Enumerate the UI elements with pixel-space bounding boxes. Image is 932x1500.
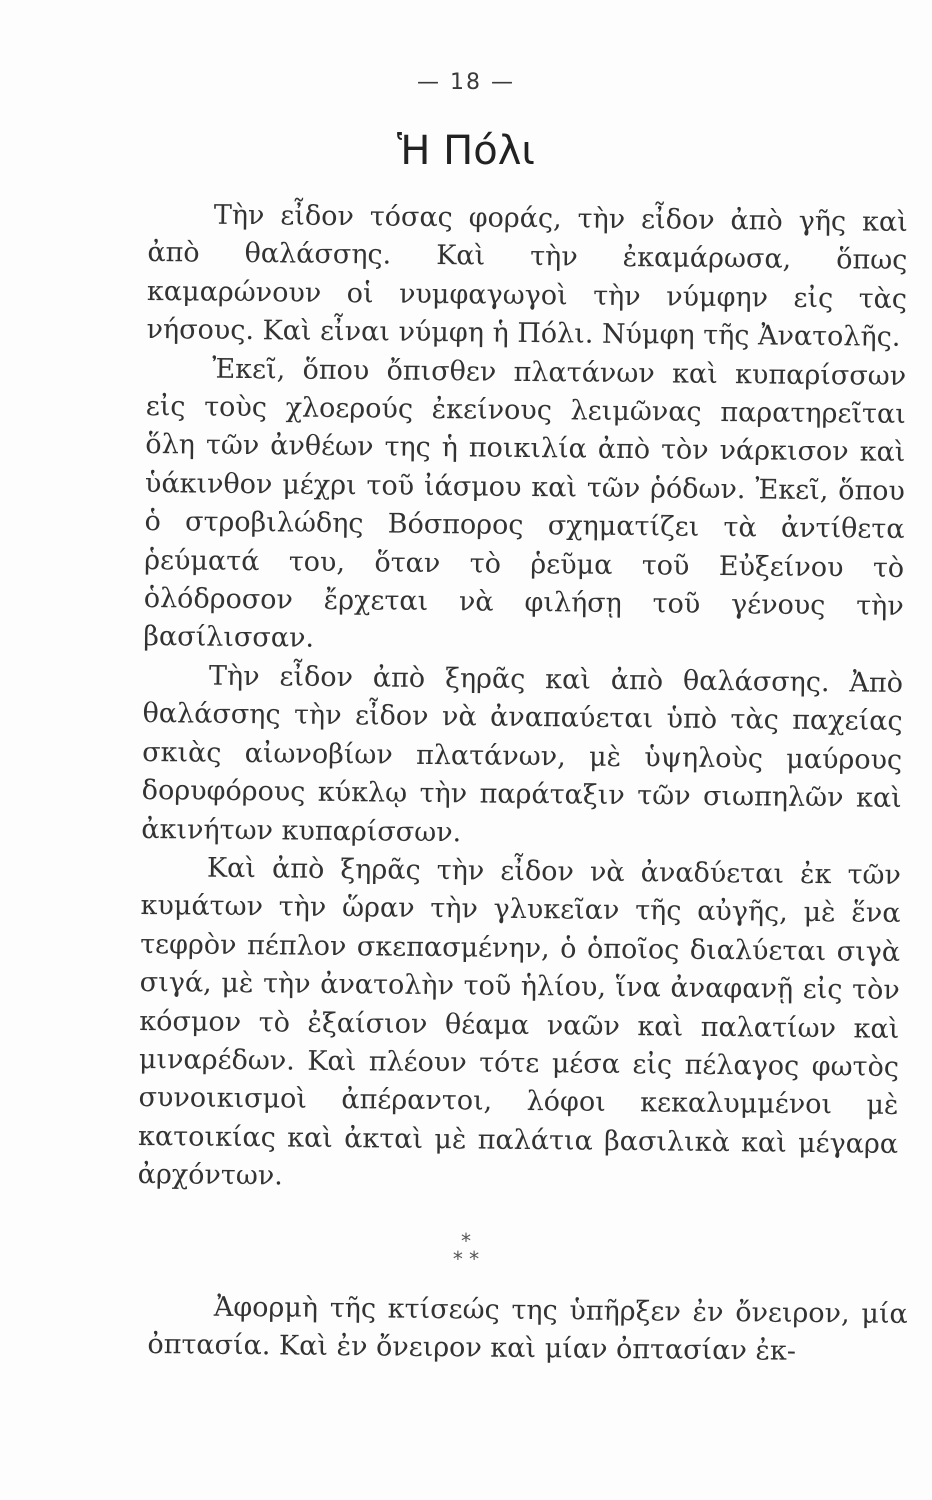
page-number: — 18 — (417, 70, 515, 95)
paragraph: Ἐκεῖ, ὅπου ὄπισθεν πλατάνων καὶ κυπαρίσσων εἰς τοὺς χλοερούς ἐκείνους λειμῶνας παρατηρεῖται ὅλη τῶν ἀνθέων της ἡ ποικιλία ἀπὸ τὸν νάρκισον καὶ ὑάκινθον μέχρι τοῦ ἰάσμου καὶ τῶν ῥόδων. Ἐκεῖ, ὅπου ὁ στροβιλώδης Βόσπορος σχηματίζει τὰ ἀντίθετα ῥεύματά του, ὅταν τὸ ῥεῦμα τοῦ Εὐξείνου τὸ ὁλόδροσον ἔρχεται νὰ φιλήσῃ τοῦ γένους τὴν βασίλισσαν. (143, 353, 907, 655)
chapter-title: Ἡ Πόλι (397, 128, 535, 174)
paragraph: Τὴν εἶδον ἀπὸ ξηρᾶς καὶ ἀπὸ θαλάσσης. Ἀπὸ θαλάσσης τὴν εἶδον νὰ ἀναπαύεται ὑπὸ τὰς παχείας σκιὰς αἰωνοβίων πλατάνων, μὲ ὑψηλοὺς μαύρους δορυφόρους κύκλῳ τὴν παράταξιν τῶν σιωπηλῶν καὶ ἀκινήτων κυπαρίσσων. (141, 660, 904, 848)
paragraph: Ἀφορμὴ τῆς κτίσεώς της ὑπῆρξεν ἐν ὄνειρον, μία ὀπτασία. Καὶ ἐν ὄνειρον καὶ μίαν ὀπτασίαν ἐκ- (147, 1291, 908, 1368)
section-separator (0, 1229, 932, 1271)
main-text (138, 196, 908, 1202)
separator-asterisk-bottom: * * (452, 1247, 480, 1271)
closing-text (147, 1288, 908, 1373)
paragraph: Καὶ ἀπὸ ξηρᾶς τὴν εἶδον νὰ ἀναδύεται ἐκ τῶν κυμάτων τὴν ὥραν τὴν γλυκεῖαν τῆς αὐγῆς, μὲ ἕνα τεφρὸν πέπλον σκεπασμένην, ὁ ὁποῖος διαλύεται σιγὰ σιγά, μὲ τὴν ἀνατολὴν τοῦ ἡλίου, ἵνα ἀναφανῇ εἰς τὸν κόσμον τὸ ἐξαίσιον θέαμα ναῶν καὶ παλατίων καὶ μιναρέδων. Καὶ πλέουν τότε μέσα εἰς πέλαγος φωτὸς συνοικισμοὶ ἀπέραντοι, λόφοι κεκαλυμμένοι μὲ κατοικίας καὶ ἀκταὶ μὲ παλάτια βασιλικὰ καὶ μέγαρα ἀρχόντων. (137, 852, 902, 1192)
paragraph: Τὴν εἶδον τόσας φοράς, τὴν εἶδον ἀπὸ γῆς καὶ ἀπὸ θαλάσσης. Καὶ τὴν ἐκαμάρωσα, ὅπως καμαρώνουν οἱ νυμφαγωγοὶ τὴν νύμφην εἰς τὰς νήσους. Καὶ εἶναι νύμφη ἡ Πόλι. Νύμφη τῆς Ἀνατολῆς. (146, 199, 908, 354)
separator-asterisk-top: * (461, 1229, 471, 1253)
